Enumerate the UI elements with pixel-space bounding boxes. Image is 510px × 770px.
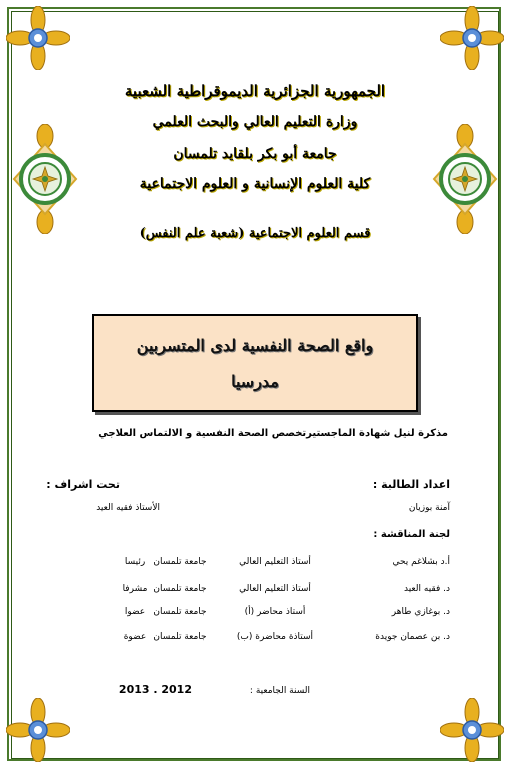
committee-member-name: د. بوغازي طاهر [391,607,450,617]
university-heading: جامعة أبو بكر بلقايد تلمسان [173,146,337,162]
thesis-title-line-2: مدرسيا [231,372,279,391]
committee-member-name: د. بن عصمان جويدة [375,632,450,642]
faculty-heading: كلية العلوم الإنسانية و العلوم الاجتماعية [139,176,371,192]
committee-member-university: جامعة تلمسان [153,632,207,642]
committee-member-rank: أستاذة محاضرة (ب) [236,632,314,642]
committee-member-role: مشرفا [122,584,148,594]
committee-member-role: رئيسا [124,557,146,567]
department-heading: قسم العلوم الاجتماعية (شعبة علم النفس) [139,226,371,241]
committee-member-role: عضوا [124,607,146,617]
student-label: اعداد الطالبة : [372,478,450,491]
floral-corner-ornament-icon [6,698,70,762]
committee-member-university: جامعة تلمسان [153,584,207,594]
committee-member-rank: أستاذ محاضر (أ) [244,607,306,617]
committee-member-role: عضوة [123,632,147,642]
committee-label: لجنة المناقشة : [373,529,450,540]
committee-member-university: جامعة تلمسان [153,557,207,567]
republic-heading: الجمهورية الجزائرية الديموقراطية الشعبية [124,82,386,100]
supervision-label: تحت اشراف : [46,478,120,491]
supervisor-name: الأستاذ فقيه العيد [96,503,160,513]
student-name: آمنة بوزيان [408,503,450,513]
academic-year-value: 2013 . 2012 [118,683,192,696]
floral-corner-ornament-icon [440,698,504,762]
academic-year-label: السنة الجامعية : [249,686,310,696]
committee-member-name: أ.د بشلاغم يحي [392,557,450,567]
committee-member-name: د. فقيه العيد [403,584,450,594]
university-emblem-icon [428,124,502,234]
memo-line: مذكرة لنيل شهادة الماجستيرتخصص الصحة النفسية و الالتماس العلاجي [98,428,448,439]
university-emblem-icon [8,124,82,234]
committee-member-rank: أستاذ التعليم العالي [239,557,311,567]
thesis-title-box [92,314,418,412]
floral-corner-ornament-icon [440,6,504,70]
ministry-heading: وزارة التعليم العالي والبحث العلمي [152,114,358,130]
thesis-title-line-1: واقع الصحة النفسية لدى المتسربين [136,336,374,355]
committee-member-rank: أستاذ التعليم العالي [239,584,311,594]
committee-member-university: جامعة تلمسان [153,607,207,617]
floral-corner-ornament-icon [6,6,70,70]
